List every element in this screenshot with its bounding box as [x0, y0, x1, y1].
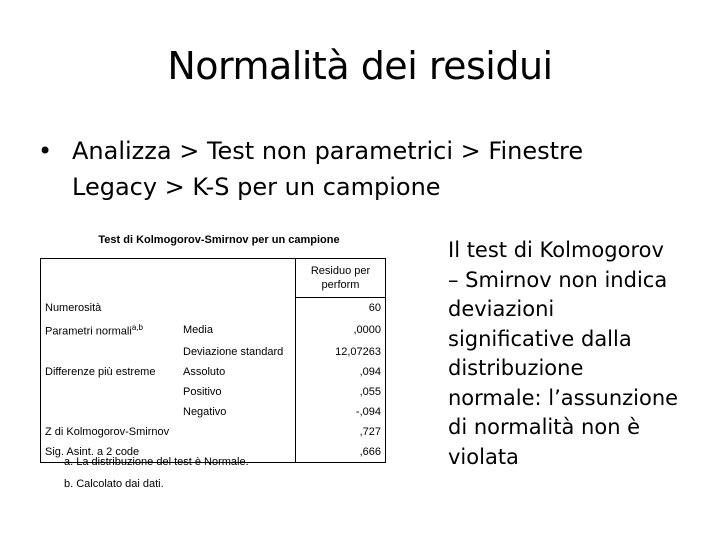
- row-label: [41, 342, 180, 362]
- bullet-line-2: Legacy > K-S per un campione: [72, 173, 441, 201]
- table-row: [41, 362, 386, 382]
- table-row: [41, 298, 386, 319]
- row-label: Parametri normali$^{a,b}$: [45, 323, 143, 338]
- bullet-line-1: Analizza > Test non parametrici > Finestre: [72, 137, 584, 165]
- side-line: Il test di Kolmogorov: [448, 238, 664, 262]
- row-value: 12,07263: [296, 342, 386, 362]
- side-line: di normalità non è: [448, 415, 641, 439]
- row-sublabel: Deviazione standard: [183, 345, 284, 358]
- row-value: ,055: [296, 382, 386, 402]
- row-label: [41, 382, 180, 402]
- row-value: ,094: [296, 362, 386, 382]
- row-sublabel: Negativo: [183, 405, 227, 418]
- side-line: distribuzione: [448, 356, 584, 380]
- column-header: Residuo per perform: [296, 259, 386, 298]
- row-sublabel: Media: [183, 323, 213, 336]
- table-row: [41, 402, 386, 422]
- footnote-a: a. La distribuzione del test è Normale.: [64, 456, 249, 468]
- bullet-dot: •: [38, 137, 53, 165]
- row-label: Differenze più estreme: [45, 365, 156, 378]
- row-label: Z di Kolmogorov-Smirnov: [45, 425, 170, 438]
- table-row: [41, 422, 386, 442]
- side-note: [448, 236, 708, 472]
- table-row: [41, 318, 386, 342]
- table-header-row: [41, 259, 386, 298]
- row-value: ,666: [296, 442, 386, 463]
- table-title: Test di Kolmogorov-Smirnov per un campione: [98, 234, 340, 246]
- row-value: 60: [296, 298, 386, 319]
- row-label: Sig. Asint. a 2 code: [45, 445, 140, 458]
- table-row: [41, 382, 386, 402]
- bullet-text: [72, 133, 672, 205]
- footnote-ref: a,b: [131, 323, 143, 332]
- side-line: significative dalla: [448, 326, 632, 351]
- row-value: ,727: [296, 422, 386, 442]
- row-label: [41, 402, 180, 422]
- footnote-b: b. Calcolato dai dati.: [64, 478, 164, 490]
- table-row: [41, 342, 386, 362]
- side-line: – Smirnov non indica: [448, 267, 668, 292]
- spss-output-table: [36, 232, 408, 490]
- row-label: Numerosità: [45, 301, 102, 314]
- row-sublabel: [179, 298, 296, 319]
- ks-table: [40, 258, 386, 463]
- side-line: normale: l’assunzione: [448, 385, 679, 410]
- row-sublabel: Positivo: [183, 385, 222, 398]
- row-value: ,0000: [296, 318, 386, 342]
- side-line: violata: [448, 444, 519, 469]
- side-line: deviazioni: [448, 297, 555, 321]
- row-value: -,094: [296, 402, 386, 422]
- slide-title: Normalità dei residui: [167, 44, 553, 88]
- row-sublabel: Assoluto: [183, 365, 226, 378]
